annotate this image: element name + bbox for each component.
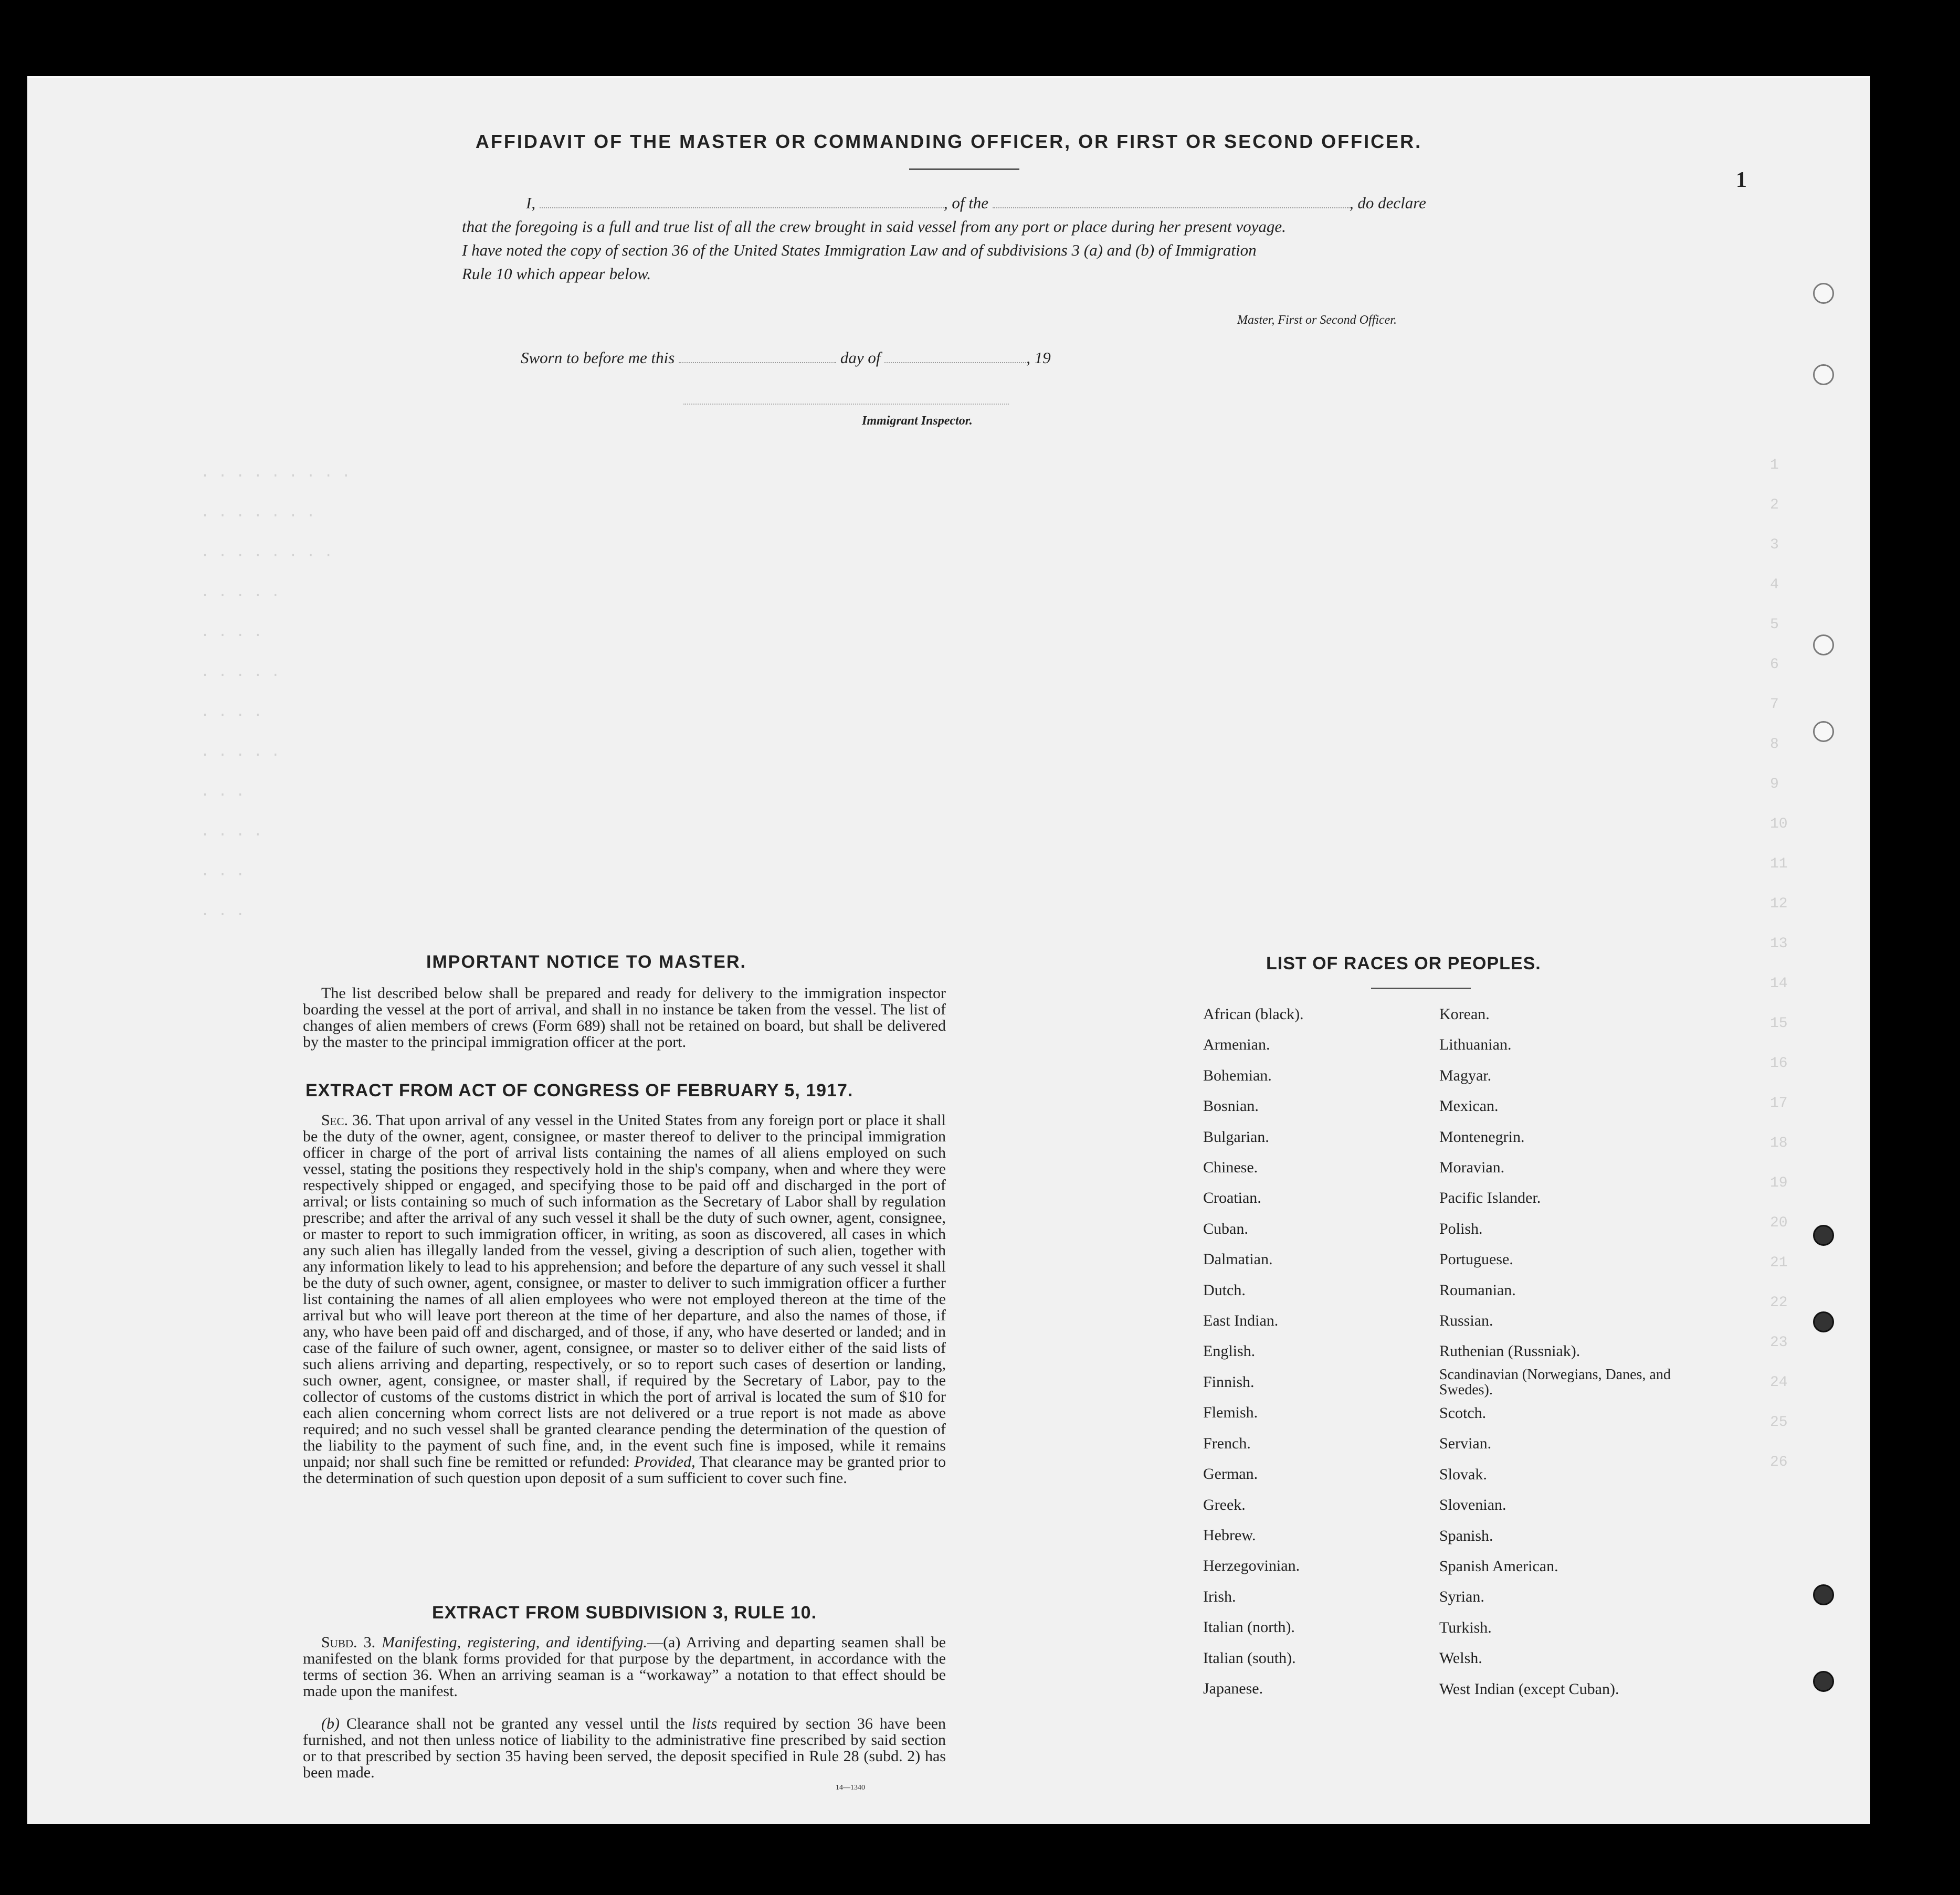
race-item: Portuguese. — [1439, 1251, 1513, 1268]
document-page — [27, 76, 1870, 1824]
provided-label: Provided, — [634, 1453, 696, 1470]
race-item: French. — [1203, 1434, 1251, 1452]
lists-word: lists — [691, 1715, 718, 1732]
notice-title: IMPORTANT NOTICE TO MASTER. — [426, 952, 746, 972]
subd-heading: Manifesting, registering, and identifying. — [382, 1634, 648, 1651]
day-of-label: day of — [840, 348, 881, 367]
year-label: , 19 — [1026, 348, 1051, 367]
binder-hole-icon — [1813, 1671, 1834, 1692]
affidavit-line-4: Rule 10 which appear below. — [462, 264, 651, 283]
inspector-signature-line[interactable] — [683, 404, 1009, 405]
affidavit-line-2: that the foregoing is a full and true list of all the crew brought in said vessel from any port or place during her present voyage. — [462, 217, 1286, 236]
race-item: Scandinavian (Norwegians, Danes, and Swedes). — [1439, 1366, 1671, 1398]
sworn-label: Sworn to before me this — [521, 348, 675, 367]
inspector-label: Immigrant Inspector. — [862, 414, 973, 428]
race-item: Bohemian. — [1203, 1066, 1272, 1084]
affidavit-line-1 — [526, 194, 1426, 213]
race-item: Chinese. — [1203, 1159, 1258, 1177]
race-item: Lithuanian. — [1439, 1036, 1512, 1054]
rule10-title: EXTRACT FROM SUBDIVISION 3, RULE 10. — [431, 1603, 817, 1623]
race-item: Montenegrin. — [1439, 1128, 1525, 1146]
divider — [1371, 988, 1471, 989]
affidavit-line-3: I have noted the copy of section 36 of the United States Immigration Law and of subdivisions 3 (a) and (b) of Immigration — [462, 241, 1257, 259]
divider — [909, 168, 1019, 170]
para-a-text: —(a) Arriving and departing seamen shall be manifested on the blank forms provided for that purpose by the department, in accordance with the terms of section 36. When an arriving seaman is a “workaway” a notation to that effect should be made upon the manifest. — [303, 1634, 946, 1700]
signature-label: Master, First or Second Officer. — [1237, 313, 1397, 327]
race-item: African (black). — [1203, 1005, 1304, 1023]
do-declare-label: , do declare — [1349, 194, 1426, 212]
section-36-text: That upon arrival of any vessel in the United States from any foreign port or place it shall be the duty of the owner, agent, consignee, or master thereof to deliver to the principal immigration officer in charge of the port of arrival lists containing the names of all aliens employed on such vessel, stating the positions they respectively hold in the ship's company, when and where they were respectively shipped or engaged, and specifying those to be paid off and discharged in the port of arrival; or lists containing so much of such information as the Secretary of Labor shall by regulation prescribe; and after the arrival of any such vessel it shall be the duty of such owner, agent, consignee, or master to report to such immigration officer, in writing, as soon as discovered, all cases in which any such alien has illegally landed from the vessel, giving a description of such alien, together with any information likely to lead to his apprehension; and before the departure of any such vessel it shall be the duty of such owner, agent, consignee, or master to deliver to such immigration officer a further list containing the names of all alien employees who were not employed thereon at the time of the arrival but who will leave port thereon at the time of her departure, and also the names of those, if any, who have been paid off and discharged, and of those, if any, who have deserted or landed; and in case of the failure of such owner, agent, consignee, or master so to deliver either of the said lists of such aliens arriving and departing, respectively, or so to report such cases of desertion or landing, such owner, agent, consignee, or master shall, if required by the Secretary of Labor, pay to the collector of customs of the customs district in which the port of arrival is located the sum of $10 for each alien concerning whom correct lists are not delivered or a true report is not made as above required; and no such vessel shall be granted clearance pending the determination of the question of the liability to the payment of such fine, and, in the event such fine is imposed, while it remains unpaid; nor shall such fine be remitted or refunded: — [303, 1111, 946, 1470]
para-b-text: Clearance shall not be granted any vessel until the — [346, 1715, 685, 1732]
race-item: Italian (south). — [1203, 1649, 1296, 1667]
race-item: Irish. — [1203, 1587, 1236, 1605]
race-item: Bulgarian. — [1203, 1128, 1269, 1146]
month-field[interactable] — [884, 362, 1026, 363]
form-number: 14—1340 — [836, 1784, 865, 1792]
race-item: English. — [1203, 1342, 1256, 1360]
binder-hole-icon — [1813, 283, 1834, 304]
race-item: Flemish. — [1203, 1404, 1258, 1422]
race-item: Japanese. — [1203, 1679, 1263, 1697]
day-field[interactable] — [679, 362, 836, 363]
race-item: Finnish. — [1203, 1373, 1255, 1391]
rule10-para-b — [303, 1716, 946, 1781]
binder-hole-icon — [1813, 634, 1834, 655]
para-b-text-end: required by section 36 have been furnished, and not then unless notice of liability to the administrative fine prescribed by said section or to that prescribed by section 35 having been served, the deposit specified in Rule 28 (subd. 2) has been made. — [303, 1715, 946, 1781]
act-text — [303, 1112, 946, 1486]
races-left-column — [1203, 999, 1424, 1704]
binder-hole-icon — [1813, 1225, 1834, 1246]
race-item: Armenian. — [1203, 1036, 1270, 1054]
binder-hole-icon — [1813, 721, 1834, 742]
sworn-line — [521, 348, 1051, 367]
i-label: I, — [526, 194, 536, 212]
affidavit-title: AFFIDAVIT OF THE MASTER OR COMMANDING OFFICER, OR FIRST OR SECOND OFFICER. — [475, 131, 1422, 152]
race-item: Dalmatian. — [1203, 1251, 1273, 1268]
race-item: Magyar. — [1439, 1066, 1492, 1084]
race-item: Turkish. — [1439, 1618, 1492, 1636]
race-item: Bosnian. — [1203, 1097, 1259, 1115]
race-item: Russian. — [1439, 1312, 1493, 1330]
race-item: Ruthenian (Russniak). — [1439, 1342, 1580, 1360]
race-item: Pacific Islander. — [1439, 1189, 1541, 1207]
race-item: Spanish. — [1439, 1527, 1493, 1544]
race-item: Welsh. — [1439, 1649, 1482, 1667]
race-item: Croatian. — [1203, 1189, 1261, 1207]
race-item: Slovak. — [1439, 1465, 1487, 1483]
binder-hole-icon — [1813, 1311, 1834, 1332]
race-item: Mexican. — [1439, 1097, 1499, 1115]
race-item: Italian (north). — [1203, 1618, 1295, 1636]
races-right-column — [1439, 999, 1712, 1705]
race-item: Dutch. — [1203, 1281, 1246, 1299]
race-item: Syrian. — [1439, 1588, 1484, 1606]
race-item: Moravian. — [1439, 1159, 1505, 1177]
of-the-label: , of the — [943, 194, 989, 212]
binder-hole-icon — [1813, 364, 1834, 385]
race-item: Korean. — [1439, 1005, 1490, 1023]
race-item: German. — [1203, 1465, 1258, 1483]
bleed-through-text: . . . . . . . . . . . . . . . . . . . . . . . . . . . . . . . . . . . . . . . . . . . . . . . . . . . . . . . . . . . . — [201, 465, 351, 920]
act-title: EXTRACT FROM ACT OF CONGRESS OF FEBRUARY 5, 1917. — [305, 1081, 853, 1100]
vessel-field[interactable] — [993, 207, 1350, 208]
races-title: LIST OF RACES OR PEOPLES. — [1266, 954, 1541, 973]
race-item: Scotch. — [1439, 1404, 1487, 1422]
binder-hole-icon — [1813, 1584, 1834, 1605]
race-item: East Indian. — [1203, 1312, 1279, 1330]
para-b-label: (b) — [321, 1715, 340, 1732]
section-label: Sec. 36. — [321, 1111, 372, 1129]
name-field[interactable] — [540, 207, 944, 208]
bleed-through-text: 1 2 3 4 5 6 7 8 9 10 11 12 13 14 15 16 17 18 19 20 21 22 23 24 25 26 — [1770, 457, 1788, 1470]
notice-text: The list described below shall be prepared and ready for delivery to the immigration inspector boarding the vessel at the port of arrival, and shall in no instance be taken from the vessel. The list of changes of alien members of crews (Form 689) shall not be retained on board, but shall be delivered by the master to the principal immigration officer at the port. — [303, 984, 946, 1051]
race-item: Roumanian. — [1439, 1281, 1516, 1299]
race-item: Hebrew. — [1203, 1526, 1256, 1544]
rule10-para-a — [303, 1634, 946, 1699]
subd-label: Subd. 3. — [321, 1634, 376, 1651]
race-item: Polish. — [1439, 1220, 1483, 1237]
race-item: Spanish American. — [1439, 1557, 1558, 1575]
race-item: Servian. — [1439, 1435, 1492, 1453]
race-item: Slovenian. — [1439, 1496, 1506, 1514]
page-mark: 1 — [1736, 168, 1747, 192]
race-item: Greek. — [1203, 1496, 1246, 1513]
race-item: West Indian (except Cuban). — [1439, 1680, 1619, 1698]
race-item: Cuban. — [1203, 1220, 1248, 1237]
section-36-end: That clearance may be granted prior to the determination of such question upon deposit of a sum sufficient to cover such fine. — [303, 1453, 946, 1487]
race-item: Herzegovinian. — [1203, 1557, 1300, 1575]
